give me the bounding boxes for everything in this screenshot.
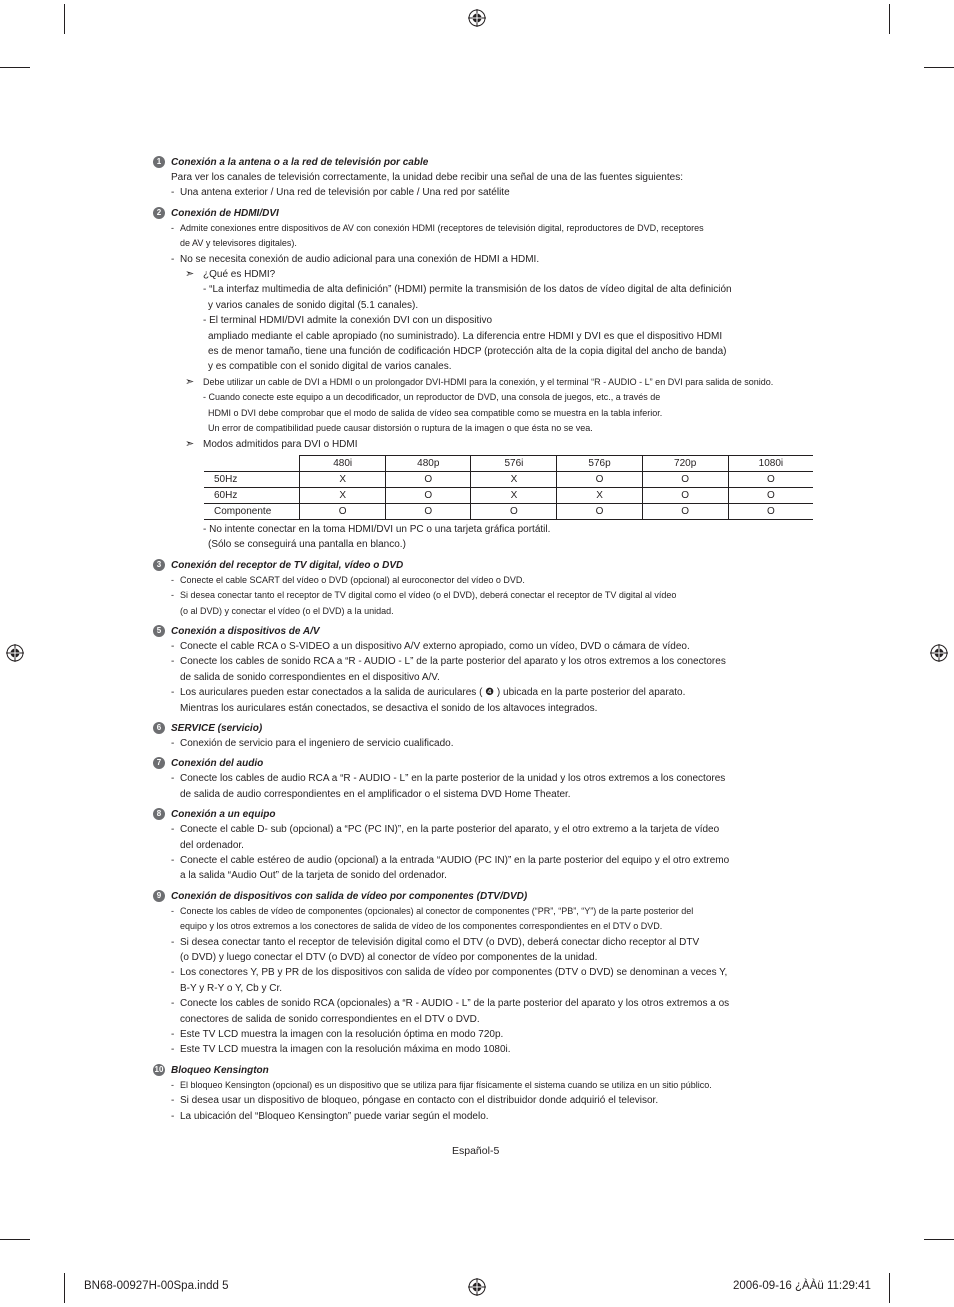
bullet-continuation: B-Y y R-Y o Y, Cb y Cr. [180,982,283,994]
section-6 [153,721,813,751]
section-8 [153,807,813,884]
section-2 [153,206,813,553]
bullet-item: - El bloqueo Kensington (opcional) es un dispositivo que se utiliza para fijar físicamente el sistema cuando se utiliza en un sitio público. [171,1078,813,1093]
crop-mark-bottom-left-v [64,1273,65,1303]
table-row-label: 50Hz [204,471,300,487]
table-cell: X [300,487,386,503]
bullet-item: - Conecte los cables de sonido RCA a “R - AUDIO - L” de la parte posterior del aparato y los otros extremos a los conectores [171,654,813,669]
table-cell: O [386,503,471,519]
table-header-cell: 576i [471,455,557,471]
table-cell: O [642,471,728,487]
table-cell: O [386,487,471,503]
table-cell: O [728,487,813,503]
section-10 [153,1063,813,1124]
table-row [204,503,813,519]
table-cell: O [557,503,642,519]
table-header-cell: 480p [386,455,471,471]
table-header-cell: 576p [557,455,642,471]
note-item [185,267,813,282]
bullet-item: - Conecte el cable SCART del vídeo o DVD (opcional) al euroconector del vídeo o DVD. [171,573,813,588]
note-arrow-icon: ➣ [185,437,195,450]
sub-item: - El terminal HDMI/DVI admite la conexión DVI con un dispositivo [203,315,493,327]
section-7 [153,756,813,802]
crop-mark-bottom-right-v [889,1273,890,1303]
bullet-item: - Los conectores Y, PB y PR de los dispositivos con salida de vídeo por componentes (DTV o DVD) se denominan a veces Y, [171,965,813,980]
table-header-cell: 720p [642,455,728,471]
sub-item-continuation: ampliado mediante el cable apropiado (no suministrado). La diferencia entre HDMI y DVI es que el dispositivo HDMI [208,330,723,342]
crop-mark-bottom-right-h [924,1239,954,1240]
table-cell: O [471,503,557,519]
section-title: Bloqueo Kensington [171,1064,269,1076]
section-number-badge: 8 [153,808,165,820]
crop-mark-top-left-h [0,67,30,68]
registration-mark-bottom-icon [468,1278,486,1296]
note-arrow-icon: ➣ [185,268,195,281]
table-header-row [204,455,813,471]
section-number-badge: 3 [153,559,165,571]
bullet-item: - Conecte los cables de sonido RCA (opcionales) a “R - AUDIO - L” de la parte posterior del aparato y los otros extremos a os [171,996,813,1011]
registration-mark-left-icon [6,644,24,662]
sub-item-continuation: y es compatible con el sonido digital de varios canales. [208,361,452,373]
bullet-continuation: (o DVD) y luego conectar el DTV (o DVD) al conector de vídeo por componentes de la unidad. [180,952,598,964]
sub-item: - “La interfaz multimedia de alta definición” (HDMI) permite la transmisión de los datos de vídeo digital de alta definición [203,284,732,296]
section-9 [153,889,813,1058]
sub-item-continuation: Un error de compatibilidad puede causar distorsión o ruptura de la imagen o que ésta no se vea. [208,423,593,434]
bullet-item: - Si desea usar un dispositivo de bloqueo, póngase en contacto con el distribuidor donde adquirió el televisor. [171,1093,813,1108]
table-header-cell: 1080i [728,455,813,471]
note-item [185,375,813,390]
sub-item-continuation: y varios canales de sonido digital (5.1 canales). [208,299,419,311]
bullet-continuation: de AV y televisores digitales). [180,238,297,249]
bullet-item: - Una antena exterior / Una red de televisión por cable / Una red por satélite [171,185,813,200]
bullet-item: - Este TV LCD muestra la imagen con la resolución máxima en modo 1080i. [171,1042,813,1057]
bullet-item: - Si desea conectar tanto el receptor de televisión digital como el DTV (o DVD), deberá conectar dicho receptor al DTV [171,935,813,950]
table-row-label: 60Hz [204,487,300,503]
bullet-item: - Conecte los cables de vídeo de componentes (opcionales) al conector de componentes (“PR”, “PB”, “Y”) de la parte posterior del [171,904,813,919]
page-number: Español-5 [452,1145,500,1157]
file-name-slug: BN68-00927H-00Spa.indd 5 [84,1280,229,1292]
bullet-item: - Este TV LCD muestra la imagen con la resolución óptima en modo 720p. [171,1027,813,1042]
sub-item-continuation: HDMI o DVI debe comprobar que el modo de salida de vídeo sea compatible como se muestra en la tabla inferior. [208,407,663,418]
bullet-item: - La ubicación del “Bloqueo Kensington” puede variar según el modelo. [171,1109,813,1124]
section-number-badge: 5 [153,625,165,637]
table-cell: O [728,471,813,487]
bullet-item: - Conexión de servicio para el ingeniero de servicio cualificado. [171,736,813,751]
table-cell: X [471,487,557,503]
table-header-cell: 480i [300,455,386,471]
registration-mark-top-icon [468,9,486,27]
bullet-continuation: de salida de audio correspondientes en el amplificador o el sistema DVD Home Theater. [180,788,571,800]
bullet-item: - Conecte el cable D- sub (opcional) a “PC (PC IN)”, en la parte posterior del aparato, y el otro extremo a la tarjeta de vídeo [171,822,813,837]
table-cell: O [300,503,386,519]
section-number-badge: 1 [153,156,165,168]
section-number-badge: 9 [153,890,165,902]
bullet-continuation: de salida de sonido correspondientes en el dispositivo A/V. [180,671,440,683]
table-cell: O [642,503,728,519]
crop-mark-top-right-h [924,67,954,68]
crop-mark-top-left-v [64,4,65,34]
table-row-label: Componente [204,503,300,519]
table-row [204,471,813,487]
bullet-continuation: a la salida “Audio Out” de la tarjeta de sonido del ordenador. [180,870,447,882]
bullet-continuation: (o al DVD) y conectar el vídeo (o el DVD) a la unidad. [180,605,394,616]
bullet-continuation: conectores de salida de sonido correspondientes en el DTV o DVD. [180,1013,480,1025]
table-cell: O [386,471,471,487]
table-cell: O [728,503,813,519]
bullet-item: - Los auriculares pueden estar conectados a la salida de auriculares ( ❹ ) ubicada en la parte posterior del aparato. [171,685,813,700]
section-number-badge: 6 [153,722,165,734]
table-row [204,487,813,503]
bullet-item: - Conecte el cable estéreo de audio (opcional) a la entrada “AUDIO (PC IN)” en la parte posterior del equipo y el otro extremo [171,853,813,868]
timestamp-slug: 2006-09-16 ¿ÀÀü 11:29:41 [733,1280,871,1292]
section-title: Conexión a dispositivos de A/V [171,625,320,637]
table-cell: X [300,471,386,487]
bullet-continuation: equipo y los otros extremos a los conectores de salida de vídeo de los componentes correspondientes en el DTV o DVD. [180,921,663,932]
table-cell: O [642,487,728,503]
section-title: SERVICE (servicio) [171,722,263,734]
section-number-badge: 10 [154,1064,164,1074]
manual-content [153,155,813,1129]
section-number-badge: 2 [153,207,165,219]
note-item [185,437,813,452]
section-number-badge: 7 [153,757,165,769]
bullet-item: - Admite conexiones entre dispositivos de AV con conexión HDMI (receptores de televisión digital, reproductores de DVD, receptores [171,221,813,236]
section-3 [153,558,813,619]
bullet-item: - Si desea conectar tanto el receptor de TV digital como el vídeo (o el DVD), deberá conectar el receptor de TV digital al vídeo [171,588,813,603]
section-title: Conexión de dispositivos con salida de vídeo por componentes (DTV/DVD) [171,890,528,902]
bullet-item: - No se necesita conexión de audio adicional para una conexión de HDMI a HDMI. [171,252,813,267]
section-1 [153,155,813,201]
table-cell: X [557,487,642,503]
note-arrow-icon: ➣ [185,375,195,388]
sub-item-continuation: (Sólo se conseguirá una pantalla en blanco.) [208,539,406,551]
crop-mark-bottom-left-h [0,1239,30,1240]
table-header-cell [204,455,300,471]
section-title: Conexión a un equipo [171,809,276,821]
paragraph-text: Para ver los canales de televisión correctamente, la unidad debe recibir una señal de una de las fuentes siguientes: [171,172,683,183]
note-text: ¿Qué es HDMI? [203,269,276,281]
section-title: Conexión a la antena o a la red de televisión por cable [171,157,429,168]
bullet-continuation: Mientras los auriculares están conectados, se desactiva el sonido de los altavoces integrados. [180,702,598,714]
note-text: Modos admitidos para DVI o HDMI [203,438,358,450]
section-title: Conexión del audio [171,758,264,770]
table-cell: X [471,471,557,487]
sub-item: - Cuando conecte este equipo a un decodificador, un reproductor de DVD, una consola de juegos, etc., a través de [203,392,661,403]
bullet-item: - Conecte el cable RCA o S-VIDEO a un dispositivo A/V externo apropiado, como un vídeo, DVD o cámara de vídeo. [171,639,813,654]
supported-modes-table [204,455,813,520]
section-title: Conexión de HDMI/DVI [171,207,279,219]
note-text: Debe utilizar un cable de DVI a HDMI o un prolongador DVI-HDMI para la conexión, y el terminal “R - AUDIO - L” en DVI para salida de sonido. [203,376,774,387]
sub-item-continuation: es de menor tamaño, tiene una función de codificación HDCP (protección alta de la copia digital del ancho de banda) [208,346,727,358]
table-cell: O [557,471,642,487]
registration-mark-right-icon [930,644,948,662]
bullet-item: - Conecte los cables de audio RCA a “R - AUDIO - L” en la parte posterior de la unidad y los otros extremos a los conectores [171,771,813,786]
crop-mark-top-right-v [889,4,890,34]
bullet-continuation: del ordenador. [180,839,244,851]
sub-item: - No intente conectar en la toma HDMI/DVI un PC o una tarjeta gráfica portátil. [203,523,551,535]
section-title: Conexión del receptor de TV digital, vídeo o DVD [171,559,404,571]
section-5 [153,624,813,716]
